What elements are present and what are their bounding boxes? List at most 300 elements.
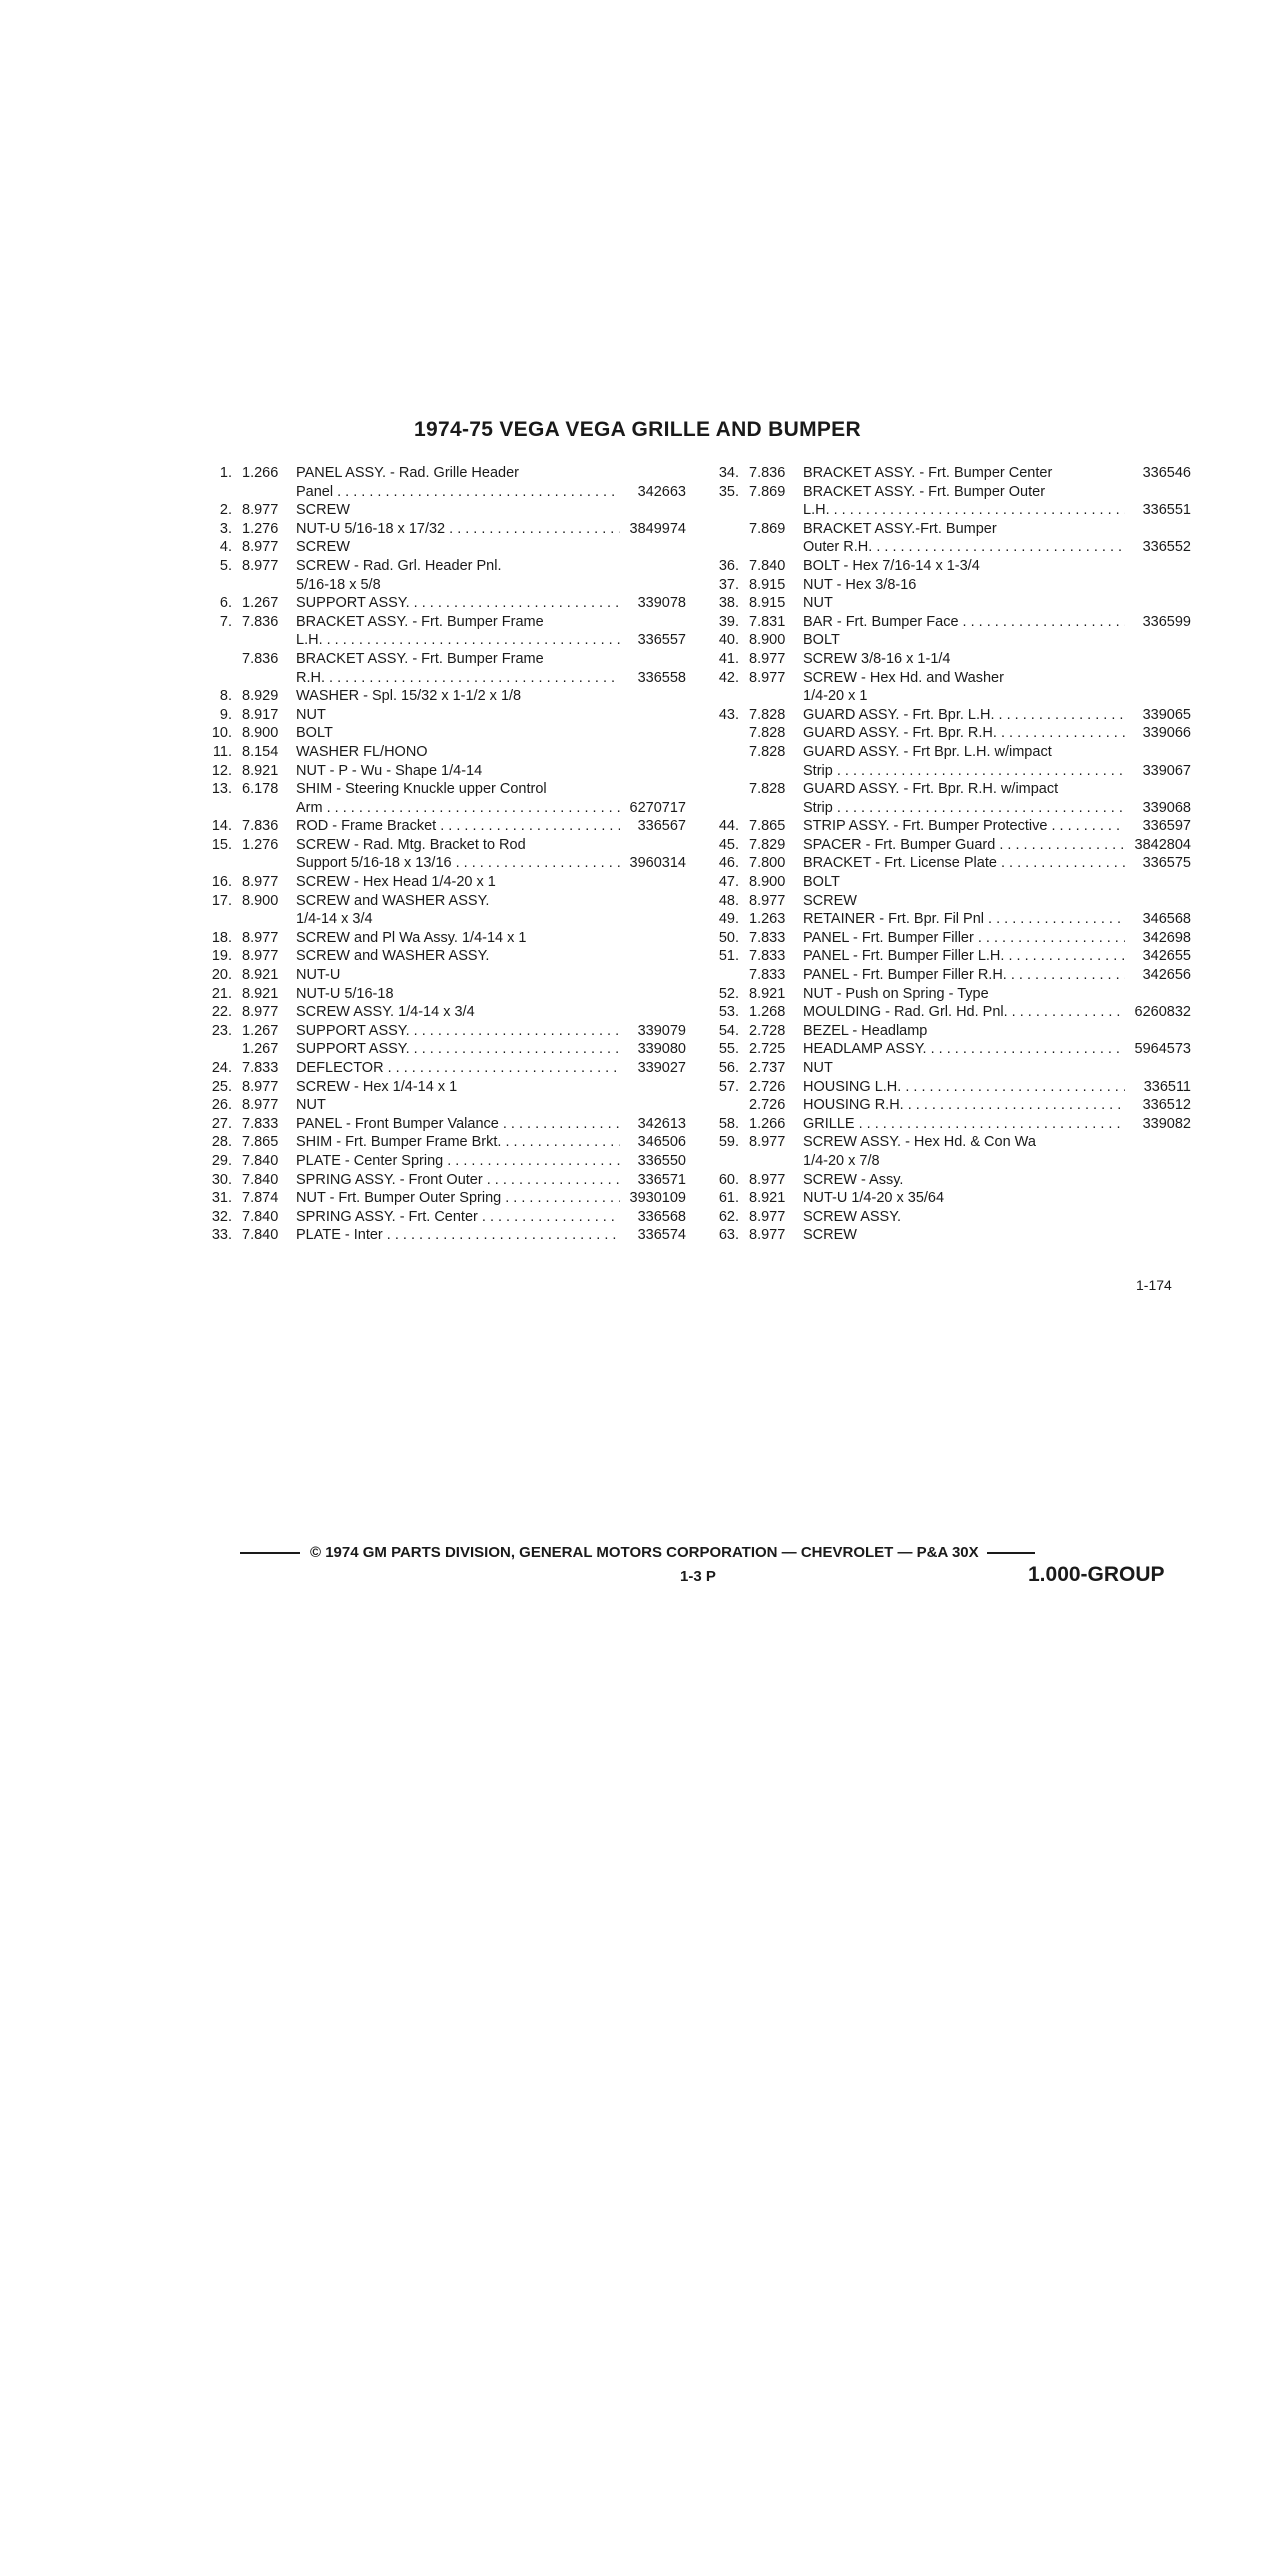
group-number: 7.836 [242,650,279,667]
item-number [703,501,749,520]
parts-row [196,1022,686,1041]
part-number [1125,1208,1191,1227]
group-number: 7.840 [242,1171,279,1188]
parts-row [196,985,686,1004]
part-description: BOLT [803,874,840,891]
item-number [703,687,749,706]
parts-row [703,799,1191,818]
item-number: 15. [211,836,232,853]
item-number: 5. [219,557,232,574]
part-number [620,538,686,557]
group-number: 7.840 [749,557,786,574]
group-number: 1.276 [242,520,279,537]
group-number: 7.833 [749,948,786,965]
parts-row [196,1096,686,1115]
part-description: SCREW - Rad. Mtg. Bracket to Rod [296,836,526,853]
item-number: 30. [211,1171,232,1188]
footer-copyright: © 1974 GM PARTS DIVISION, GENERAL MOTORS CORPORATION — CHEVROLET — P&A 30X [310,1544,979,1561]
part-number [1125,594,1191,613]
part-description: NUT - P - Wu - Shape 1/4-14 [296,762,483,779]
item-number: 10. [211,725,232,742]
part-description: 1/4-14 x 3/4 [296,911,373,928]
part-description: GUARD ASSY. - Frt. Bpr. R.H. . . . [803,724,1125,743]
parts-row [703,1003,1191,1022]
item-number: 63. [718,1227,739,1244]
parts-row [703,669,1191,688]
group-number: 7.833 [749,967,786,984]
parts-row [196,1115,686,1134]
parts-row [196,947,686,966]
parts-row [703,1040,1191,1059]
parts-row [196,1078,686,1097]
group-number: 2.737 [749,1060,786,1076]
group-number: 8.977 [242,1004,279,1021]
item-number [703,780,749,799]
part-number: 336571 [637,1171,686,1188]
part-description: HOUSING R.H. . . . [803,1096,1125,1115]
part-description: PLATE - Inter . . . [296,1226,620,1245]
part-number: 336550 [637,1152,686,1169]
parts-row [703,985,1191,1004]
item-number: 37. [718,576,739,593]
part-description: SCREW [803,1227,857,1244]
part-number: 336568 [637,1208,686,1225]
part-description: SCREW and WASHER ASSY. [296,892,490,909]
part-number [620,464,686,483]
parts-row [196,799,686,818]
parts-row [703,724,1191,743]
part-number: 339066 [1142,725,1191,742]
group-number: 7.833 [242,1115,279,1132]
group-number: 8.977 [242,502,279,519]
group-number [749,762,803,781]
part-number [1125,985,1191,1004]
part-number: 336574 [637,1227,686,1244]
item-number: 62. [718,1208,739,1225]
part-description: SCREW - Hex Head 1/4-20 x 1 [296,874,496,891]
part-number [620,836,686,855]
part-number [620,650,686,669]
group-number: 7.869 [749,483,786,500]
group-number: 2.726 [749,1097,786,1114]
item-number: 14. [211,818,232,835]
part-description: SCREW [296,502,350,519]
group-number: 1.266 [242,465,279,481]
part-number: 339065 [1142,706,1191,723]
part-number: 339080 [637,1041,686,1058]
parts-row [703,464,1191,483]
part-description: NUT - Hex 3/8-16 [803,576,917,593]
group-number [242,576,296,595]
part-description: SHIM - Frt. Bumper Frame Brkt. . . . [296,1133,620,1152]
part-description: L.H. . . . [296,631,620,650]
part-description: Strip . . . [803,799,1125,818]
parts-row [196,669,686,688]
part-number: 336552 [1142,539,1191,556]
part-number: 346568 [1142,911,1191,928]
group-number: 8.900 [749,632,786,649]
item-number: 36. [718,557,739,574]
part-number: 339078 [637,595,686,612]
part-description: NUT-U 1/4-20 x 35/64 [803,1190,945,1207]
item-number [703,799,749,818]
parts-row [196,557,686,576]
item-number: 38. [718,595,739,612]
item-number [196,483,242,502]
parts-row [703,817,1191,836]
part-description: WASHER - Spl. 15/32 x 1-1/2 x 1/8 [296,688,522,705]
item-number: 25. [211,1078,232,1095]
part-description: 1/4-20 x 7/8 [803,1152,880,1169]
part-description: WASHER FL/HONO [296,743,428,760]
item-number: 60. [718,1171,739,1188]
part-number [620,985,686,1004]
parts-row [703,854,1191,873]
item-number [703,1152,749,1171]
parts-row [703,1115,1191,1134]
parts-row [196,1152,686,1171]
item-number: 56. [718,1060,739,1076]
part-description: L.H. . . . [803,501,1125,520]
parts-row [703,780,1191,799]
part-number [1125,892,1191,911]
parts-row [196,929,686,948]
part-number [620,557,686,576]
parts-row [196,631,686,650]
part-description: BRACKET ASSY. - Frt. Bumper Frame [296,650,544,667]
group-number: 8.977 [242,557,279,574]
group-number: 8.977 [242,929,279,946]
part-description: PANEL ASSY. - Rad. Grille Header [296,465,519,481]
part-number: 336575 [1142,855,1191,872]
page-title: 1974-75 VEGA VEGA GRILLE AND BUMPER [414,418,861,441]
part-number [620,966,686,985]
parts-row [196,762,686,781]
part-number [1125,780,1191,799]
item-number: 39. [718,613,739,630]
parts-row [703,557,1191,576]
part-number: 3842804 [1134,836,1191,853]
group-number: 8.900 [242,725,279,742]
parts-row [196,687,686,706]
group-number: 8.977 [749,669,786,686]
item-number: 1. [219,465,232,481]
group-number: 7.840 [242,1152,279,1169]
item-number: 46. [718,855,739,872]
group-number: 8.921 [242,985,279,1002]
parts-row [196,464,686,483]
item-number: 33. [211,1227,232,1244]
parts-row [196,873,686,892]
item-number: 23. [211,1022,232,1039]
item-number: 6. [219,595,232,612]
part-description: SCREW and WASHER ASSY. [296,948,490,965]
part-description: BRACKET - Frt. License Plate . . . [803,854,1125,873]
part-number: 342698 [1142,929,1191,946]
group-number: 8.900 [749,874,786,891]
group-number: 8.915 [749,595,786,612]
item-number: 40. [718,632,739,649]
item-number: 58. [718,1115,739,1132]
group-number: 7.874 [242,1190,279,1207]
part-description: NUT [803,595,833,612]
item-number: 32. [211,1208,232,1225]
part-number: 342613 [637,1115,686,1132]
group-number: 8.921 [242,967,279,984]
part-number: 336599 [1142,613,1191,630]
group-number: 7.836 [749,465,786,481]
group-number: 7.833 [242,1060,279,1076]
part-description: NUT [296,706,326,723]
part-number: 339027 [637,1060,686,1076]
group-number: 7.836 [242,818,279,835]
item-number: 59. [718,1134,739,1151]
part-description: GUARD ASSY. - Frt Bpr. L.H. w/impact [803,743,1052,760]
part-description: MOULDING - Rad. Grl. Hd. Pnl. . . . [803,1003,1125,1022]
parts-row [196,594,686,613]
parts-row [196,1003,686,1022]
parts-row [703,873,1191,892]
parts-row [703,594,1191,613]
item-number: 47. [718,874,739,891]
group-number: 8.977 [242,1097,279,1114]
group-number: 2.728 [749,1022,786,1039]
item-number: 16. [211,874,232,891]
parts-row [196,910,686,929]
part-number [1125,743,1191,762]
part-number [620,762,686,781]
group-number: 1.268 [749,1004,786,1021]
group-number [242,669,296,688]
group-number: 7.833 [749,929,786,946]
part-number [620,1078,686,1097]
part-number: 6260832 [1134,1004,1191,1021]
group-number: 8.917 [242,706,279,723]
item-number: 61. [718,1190,739,1207]
item-number [703,724,749,743]
part-description: NUT-U 5/16-18 x 17/32 . . . [296,520,620,539]
part-description: PANEL - Front Bumper Valance . . . [296,1115,620,1134]
group-number: 7.840 [242,1208,279,1225]
part-number [1125,520,1191,539]
parts-row [703,947,1191,966]
part-description: Support 5/16-18 x 13/16 . . . [296,854,620,873]
part-description: NUT [803,1060,833,1076]
footer-group-number: 1.000-GROUP [1028,1563,1165,1586]
parts-row [703,706,1191,725]
parts-row [703,1208,1191,1227]
item-number: 28. [211,1134,232,1151]
part-number: 336558 [637,669,686,686]
part-number: 5964573 [1134,1041,1191,1058]
part-number: 339079 [637,1022,686,1039]
parts-row [196,817,686,836]
parts-row [703,576,1191,595]
part-description: SCREW and Pl Wa Assy. 1/4-14 x 1 [296,929,527,946]
part-number [1125,483,1191,502]
part-number [620,1096,686,1115]
item-number: 27. [211,1115,232,1132]
item-number: 12. [211,762,232,779]
item-number: 57. [718,1078,739,1095]
item-number: 49. [718,911,739,928]
part-description: 5/16-18 x 5/8 [296,576,381,593]
parts-row [196,836,686,855]
group-number: 8.977 [242,539,279,556]
part-description: SCREW - Hex Hd. and Washer [803,669,1004,686]
parts-row [703,1022,1191,1041]
group-number [242,799,296,818]
group-number: 7.828 [749,725,786,742]
group-number: 8.154 [242,743,279,760]
parts-row [703,892,1191,911]
item-number: 4. [219,539,232,556]
group-number: 6.178 [242,781,279,798]
item-number: 21. [211,985,232,1002]
item-number: 53. [718,1004,739,1021]
part-number: 339082 [1142,1115,1191,1132]
part-number [1125,1059,1191,1078]
parts-row [196,576,686,595]
part-description: SHIM - Steering Knuckle upper Control [296,781,547,798]
part-description: SCREW ASSY. 1/4-14 x 3/4 [296,1004,475,1021]
parts-row [196,966,686,985]
group-number: 8.977 [749,1208,786,1225]
item-number [196,576,242,595]
parts-row [196,538,686,557]
part-number: 336557 [637,632,686,649]
parts-row [196,1208,686,1227]
part-description: SCREW [803,892,857,909]
part-description: SUPPORT ASSY. . . . [296,1022,620,1041]
part-description: NUT-U 5/16-18 [296,985,394,1002]
part-description: SCREW - Rad. Grl. Header Pnl. [296,557,502,574]
item-number: 55. [718,1041,739,1058]
item-number: 45. [718,836,739,853]
part-number [620,1003,686,1022]
parts-row [703,1226,1191,1245]
parts-row [196,650,686,669]
part-description: HOUSING L.H. . . . [803,1078,1125,1097]
part-number [1125,631,1191,650]
part-description: 1/4-20 x 1 [803,688,868,705]
item-number: 24. [211,1060,232,1076]
part-number [620,613,686,632]
part-number [620,576,686,595]
group-number: 8.900 [242,892,279,909]
item-number [196,1040,242,1059]
part-description: BAR - Frt. Bumper Face . . . [803,613,1125,632]
parts-row [703,966,1191,985]
part-description: NUT - Frt. Bumper Outer Spring . . . [296,1189,620,1208]
part-description: PLATE - Center Spring . . . [296,1152,620,1171]
part-description: SCREW 3/8-16 x 1-1/4 [803,650,951,667]
part-number [620,892,686,911]
part-number [620,501,686,520]
part-number [1125,1226,1191,1245]
part-description: Strip . . . [803,762,1125,781]
parts-row [196,1226,686,1245]
parts-row [703,743,1191,762]
group-number: 8.929 [242,688,279,705]
item-number: 7. [219,613,232,630]
parts-row [703,1059,1191,1078]
group-number: 8.977 [749,1171,786,1188]
parts-list-right-column [703,464,1191,1245]
item-number: 11. [212,743,232,760]
item-number: 48. [718,892,739,909]
parts-row [703,1133,1191,1152]
group-number [242,483,296,502]
group-number: 1.266 [749,1115,786,1132]
part-number [620,780,686,799]
part-number [620,873,686,892]
group-number: 7.831 [749,613,786,630]
part-number [1125,1189,1191,1208]
part-description: R.H. . . . [296,669,620,688]
item-number: 3. [219,520,232,537]
item-number: 9. [219,706,232,723]
group-number: 1.267 [242,595,279,612]
item-number: 26. [211,1097,232,1114]
part-number [1125,669,1191,688]
group-number: 7.828 [749,706,786,723]
part-description: ROD - Frame Bracket . . . [296,817,620,836]
group-number: 1.267 [242,1041,279,1058]
parts-row [703,483,1191,502]
part-number: 336597 [1142,818,1191,835]
part-number [1125,687,1191,706]
part-number [1125,1022,1191,1041]
footer-rule-left [240,1552,300,1554]
part-description: SCREW - Hex 1/4-14 x 1 [296,1078,458,1095]
parts-row [703,1189,1191,1208]
item-number: 41. [718,650,739,667]
parts-row [196,1133,686,1152]
part-description: SPRING ASSY. - Frt. Center . . . [296,1208,620,1227]
part-description: NUT - Push on Spring - Type [803,985,989,1002]
group-number: 7.828 [749,781,786,798]
part-description: BRACKET ASSY. - Frt. Bumper Frame [296,613,544,630]
part-description: DEFLECTOR . . . [296,1059,620,1078]
part-number: 342655 [1142,948,1191,965]
item-number: 8. [219,688,232,705]
part-description: BOLT [296,725,333,742]
parts-row [196,613,686,632]
parts-row [196,483,686,502]
part-number [1125,576,1191,595]
item-number: 20. [211,967,232,984]
part-description: BEZEL - Headlamp [803,1022,928,1039]
group-number: 8.977 [749,1227,786,1244]
group-number: 1.276 [242,836,279,853]
group-number: 1.267 [242,1022,279,1039]
part-number: 339067 [1142,762,1191,779]
part-number [1125,557,1191,576]
item-number [196,854,242,873]
footer-copyright-line [240,1544,1180,1561]
group-number: 7.869 [749,520,786,537]
part-number: 336511 [1143,1078,1191,1095]
parts-row [703,929,1191,948]
part-number: 3930109 [629,1190,686,1207]
group-number: 7.829 [749,836,786,853]
group-number: 8.977 [749,1134,786,1151]
part-description: BRACKET ASSY. - Frt. Bumper Outer [803,483,1046,500]
item-number: 35. [718,483,739,500]
parts-row [196,1189,686,1208]
part-description: GUARD ASSY. - Frt. Bpr. R.H. w/impact [803,781,1059,798]
